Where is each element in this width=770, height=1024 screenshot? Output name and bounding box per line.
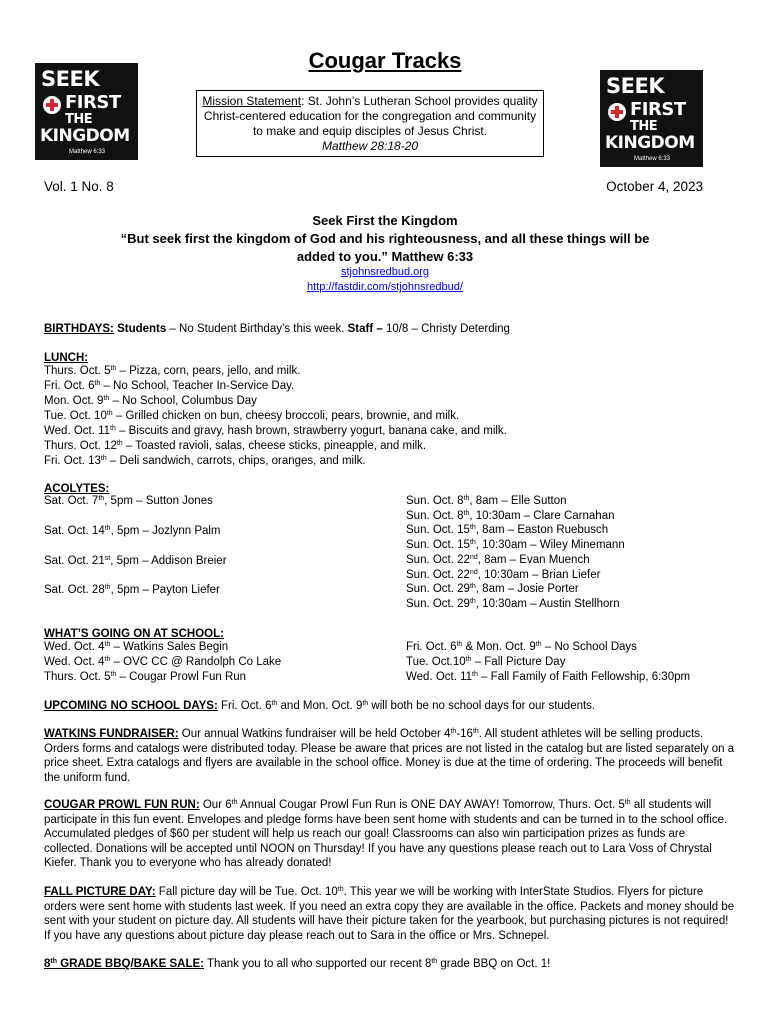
acolyte-name: , 5pm – Jozlynn Palm bbox=[110, 525, 221, 537]
lunch-item bbox=[44, 439, 507, 454]
ordinal: th bbox=[472, 728, 479, 735]
watkins-heading: WATKINS FUNDRAISER: bbox=[44, 728, 179, 740]
acolyte-date: Sat. Oct. 7 bbox=[44, 495, 99, 507]
event-item bbox=[406, 640, 690, 655]
ordinal: th bbox=[469, 583, 476, 591]
acolyte-sunday bbox=[406, 509, 625, 524]
acolyte-saturday bbox=[44, 524, 221, 539]
links-block bbox=[0, 265, 770, 295]
acolyte-date: Sun. Oct. 29 bbox=[406, 597, 470, 610]
section-text: Annual Cougar Prowl Fun Run is ONE DAY AWAY! Tomorrow, Thurs. Oct. 5 bbox=[237, 799, 625, 811]
ordinal: th bbox=[463, 509, 470, 517]
lunch-menu: – Grilled chicken on bun, cheesy broccoli, pears, brownie, and milk. bbox=[112, 410, 460, 422]
ordinal: th bbox=[110, 365, 117, 372]
lunch-item bbox=[44, 379, 507, 394]
mission-statement-box bbox=[196, 90, 544, 157]
mission-label: Mission Statement bbox=[202, 94, 302, 108]
acolyte-date: Sat. Oct. 21 bbox=[44, 555, 105, 567]
acolyte-name: , 10:30am – Clare Carnahan bbox=[469, 509, 615, 522]
ordinal: th bbox=[465, 656, 472, 663]
acolyte-sunday bbox=[406, 538, 625, 553]
ordinal: th bbox=[116, 440, 123, 447]
theme-title: Seek First the Kingdom bbox=[312, 213, 458, 228]
staff-text: 10/8 – Christy Deterding bbox=[382, 323, 510, 335]
ordinal: th bbox=[535, 641, 542, 648]
acolyte-date: Sun. Oct. 15 bbox=[406, 539, 470, 552]
event-item bbox=[406, 670, 690, 685]
acolyte-name: , 8am – Easton Ruebusch bbox=[475, 524, 609, 537]
school-website-link[interactable]: stjohnsredbud.org bbox=[340, 266, 430, 278]
acolyte-saturday bbox=[44, 494, 213, 509]
acolyte-name: , 5pm – Sutton Jones bbox=[104, 495, 213, 507]
ordinal: th bbox=[431, 958, 438, 965]
event-text: – Fall Picture Day bbox=[471, 656, 566, 668]
ordinal: th bbox=[624, 799, 631, 806]
event-date: Fri. Oct. 6 bbox=[406, 641, 457, 653]
acolyte-name: , 8am – Josie Porter bbox=[475, 583, 579, 596]
lunch-day: Thurs. Oct. 12 bbox=[44, 440, 117, 452]
logo-word-the: THE bbox=[630, 119, 658, 134]
birthdays-line bbox=[44, 322, 510, 337]
lunch-item bbox=[44, 394, 507, 409]
lunch-day: Wed. Oct. 11 bbox=[44, 425, 111, 437]
ordinal: th bbox=[337, 886, 344, 893]
newsletter-title: Cougar Tracks bbox=[308, 48, 462, 73]
ordinal: th bbox=[362, 700, 369, 707]
acolyte-name: , 8am – Evan Muench bbox=[477, 553, 590, 566]
acolytes-heading-text: ACOLYTES: bbox=[44, 483, 110, 495]
section-text: Our annual Watkins fundraiser will be held October 4 bbox=[178, 728, 451, 740]
acolyte-saturday bbox=[44, 554, 227, 569]
lunch-item bbox=[44, 409, 507, 424]
lunch-menu: – No School, Teacher In-Service Day. bbox=[100, 380, 295, 392]
acolyte-date: Sun. Oct. 8 bbox=[406, 509, 464, 522]
event-text: – Cougar Prowl Fun Run bbox=[116, 671, 247, 683]
ordinal: th bbox=[463, 495, 470, 502]
lunch-day: Tue. Oct. 10 bbox=[44, 410, 107, 422]
logo-word-the: THE bbox=[65, 112, 93, 127]
lunch-day: Thurs. Oct. 5 bbox=[44, 365, 111, 377]
ordinal: th bbox=[450, 728, 457, 735]
seek-first-kingdom-logo-right bbox=[600, 70, 703, 167]
acolyte-date: Sun. Oct. 8 bbox=[406, 495, 464, 507]
lunch-menu: – Deli sandwich, carrots, chips, oranges, and milk. bbox=[106, 455, 366, 467]
acolyte-date: Sun. Oct. 15 bbox=[406, 524, 470, 537]
students-text: – No Student Birthday’s this week. bbox=[166, 323, 348, 335]
bbq-heading bbox=[44, 958, 204, 970]
mission-scripture-ref: Matthew 28:18-20 bbox=[321, 139, 419, 153]
event-item bbox=[406, 655, 690, 670]
school-events-right bbox=[406, 640, 690, 685]
lunch-item bbox=[44, 454, 507, 469]
acolyte-sunday bbox=[406, 553, 625, 568]
theme-block bbox=[0, 212, 770, 266]
acolyte-date: Sun. Oct. 29 bbox=[406, 583, 470, 596]
section-text: . All student athletes will be selling products. Orders forms and catalogs were distributed today. Please be aware that prices are not listed in the catalog but are listed separately on a price sheet. Extra catalogs and flyers are available in the school office. Money is due at the time of ordering. The proceeds will benefit the uniform fund. bbox=[44, 728, 735, 784]
acolyte-sunday bbox=[406, 597, 625, 612]
ordinal: th bbox=[98, 495, 105, 502]
ordinal: th bbox=[104, 584, 111, 591]
section-text: Fri. Oct. 6 bbox=[217, 700, 272, 712]
ordinal: th bbox=[94, 380, 101, 387]
event-text: & Mon. Oct. 9 bbox=[462, 641, 536, 653]
issue-date: October 4, 2023 bbox=[606, 179, 703, 194]
no-school-heading: UPCOMING NO SCHOOL DAYS: bbox=[44, 700, 218, 712]
acolyte-name: , 5pm – Payton Liefer bbox=[110, 584, 220, 596]
lunch-day: Fri. Oct. 13 bbox=[44, 455, 101, 467]
bbq-heading-text: GRADE BBQ/BAKE SALE: bbox=[57, 958, 204, 970]
school-events-left bbox=[44, 640, 281, 685]
lunch-day: Fri. Oct. 6 bbox=[44, 380, 95, 392]
event-text: – OVC CC @ Randolph Co Lake bbox=[110, 656, 282, 668]
logo-word-seek: SEEK bbox=[606, 74, 665, 98]
acolyte-sunday bbox=[406, 494, 625, 509]
logo-word-kingdom: KINGDOM bbox=[605, 133, 695, 153]
event-text: – No School Days bbox=[541, 641, 637, 653]
ordinal: th bbox=[50, 958, 58, 965]
theme-verse-line2: added to you.” Matthew 6:33 bbox=[296, 249, 474, 264]
ordinal: th bbox=[110, 425, 116, 432]
acolyte-name: , 10:30am – Brian Liefer bbox=[477, 568, 601, 581]
event-item bbox=[44, 640, 281, 655]
cross-icon bbox=[43, 96, 61, 114]
acolyte-date: Sat. Oct. 28 bbox=[44, 584, 105, 596]
students-label: Students bbox=[117, 323, 167, 335]
ordinal: th bbox=[456, 641, 463, 648]
ordinal: th bbox=[231, 799, 238, 806]
birthdays-heading: BIRTHDAYS: bbox=[44, 323, 114, 335]
section-text: will both be no school days for our students. bbox=[368, 700, 596, 712]
ordinal: th bbox=[271, 700, 278, 707]
acolyte-sunday bbox=[406, 523, 625, 538]
seek-first-kingdom-logo-left bbox=[35, 63, 138, 160]
event-text: – Fall Family of Faith Fellowship, 6:30pm bbox=[477, 671, 691, 683]
section-text: Our 6 bbox=[199, 799, 232, 811]
event-date: Thurs. Oct. 5 bbox=[44, 671, 111, 683]
event-item bbox=[44, 670, 281, 685]
lunch-item bbox=[44, 364, 507, 379]
acolyte-sunday bbox=[406, 582, 625, 597]
ordinal: th bbox=[104, 656, 111, 663]
ordinal: nd bbox=[469, 568, 478, 576]
logo-scripture-ref: Matthew 6:33 bbox=[69, 149, 106, 155]
ordinal: th bbox=[106, 410, 113, 417]
section-text: grade BBQ on Oct. 1! bbox=[437, 958, 551, 970]
section-text: Fall picture day will be Tue. Oct. 10 bbox=[155, 886, 338, 898]
section-text: and Mon. Oct. 9 bbox=[277, 700, 363, 712]
ordinal: th bbox=[104, 641, 111, 648]
event-item bbox=[44, 655, 281, 670]
logo-word-seek: SEEK bbox=[41, 67, 100, 91]
acolyte-date: Sun. Oct. 22 bbox=[406, 553, 470, 566]
section-text: all students will participate in this fun event. Envelopes and pledge forms have been sent home with students and can be turned in to the school office. Accumulated pledges of $60 per student will help us reach our goal! Classrooms can also win participation prizes as funds are collected. Donations will be accepted until NOON on Thursday! If you have any questions please reach out to Lara Voss of Chrystal Kiefer. Thank you to everyone who has already donated! bbox=[44, 799, 728, 870]
acolyte-date: Sat. Oct. 14 bbox=[44, 525, 105, 537]
picture-day-section bbox=[44, 885, 736, 943]
bbq-bake-sale-section bbox=[44, 957, 550, 972]
acolyte-name: , 5pm – Addison Breier bbox=[110, 555, 227, 567]
event-date: Wed. Oct. 4 bbox=[44, 656, 105, 668]
event-date: Tue. Oct.10 bbox=[406, 656, 466, 668]
acolyte-date: Sun. Oct. 22 bbox=[406, 568, 470, 581]
event-date: Wed. Oct. 4 bbox=[44, 641, 105, 653]
staff-label: Staff – bbox=[347, 323, 383, 335]
logo-word-first: FIRST bbox=[630, 99, 686, 120]
logo-word-first: FIRST bbox=[65, 92, 121, 113]
acolyte-name: , 10:30am – Austin Stellhorn bbox=[475, 597, 620, 610]
cross-icon bbox=[608, 103, 626, 121]
ordinal: th bbox=[103, 395, 110, 402]
fun-run-section bbox=[44, 798, 736, 871]
no-school-days-section bbox=[44, 699, 595, 714]
ordinal: th bbox=[110, 671, 117, 678]
lunch-list bbox=[44, 364, 507, 469]
section-text: Thank you to all who supported our recent 8 bbox=[203, 958, 432, 970]
ordinal: th bbox=[100, 455, 107, 462]
ordinal: st bbox=[104, 555, 111, 562]
lunch-menu: – No School, Columbus Day bbox=[109, 395, 257, 407]
section-text: -16 bbox=[456, 728, 473, 740]
logo-word-kingdom: KINGDOM bbox=[40, 126, 130, 146]
logo-scripture-ref: Matthew 6:33 bbox=[634, 156, 671, 162]
ordinal: th bbox=[104, 525, 111, 532]
mission-text: : St. John’s Lutheran School provides quality Christ-centered education for the congregation and community to make and equip disciples of Jesus Christ. bbox=[203, 94, 538, 138]
fun-run-heading: COUGAR PROWL FUN RUN: bbox=[44, 799, 200, 811]
event-text: – Watkins Sales Begin bbox=[110, 641, 229, 653]
lunch-menu: – Toasted ravioli, salas, cheese sticks, pineapple, and milk. bbox=[122, 440, 427, 452]
section-text: . This year we will be working with InterState Studios. Flyers for picture orders were sent home with students last week. If you need an extra copy they are available in the office. Packets and money should be sent with your student on picture day. All students will have their picture taken for the yearbook, but purchasing pictures is not required! If you have any questions about picture day please reach out to Sara in the office or Mrs. Schnepel. bbox=[44, 886, 735, 942]
acolyte-name: , 8am – Elle Sutton bbox=[469, 495, 567, 507]
fastdir-link[interactable]: http://fastdir.com/stjohnsredbud/ bbox=[307, 281, 463, 293]
theme-verse-line1: “But seek first the kingdom of God and his righteousness, and all these things will be bbox=[120, 231, 650, 246]
lunch-item bbox=[44, 424, 507, 439]
ordinal: th bbox=[472, 671, 478, 678]
ordinal: th bbox=[469, 539, 476, 547]
lunch-menu: – Pizza, corn, pears, jello, and milk. bbox=[116, 365, 301, 377]
lunch-heading-text: LUNCH: bbox=[44, 352, 89, 364]
ordinal: nd bbox=[469, 553, 478, 561]
ordinal: th bbox=[469, 524, 476, 532]
school-events-heading-text: WHAT’S GOING ON AT SCHOOL: bbox=[44, 628, 224, 640]
lunch-menu: – Biscuits and gravy, hash brown, strawberry yogurt, banana cake, and milk. bbox=[115, 425, 507, 437]
watkins-fundraiser-section bbox=[44, 727, 736, 785]
lunch-day: Mon. Oct. 9 bbox=[44, 395, 104, 407]
ordinal: th bbox=[469, 597, 476, 605]
volume-number: Vol. 1 No. 8 bbox=[44, 179, 114, 194]
acolyte-sunday-list bbox=[406, 494, 625, 612]
acolyte-sunday bbox=[406, 568, 625, 583]
event-date: Wed. Oct. 11 bbox=[406, 671, 473, 683]
picture-day-heading: FALL PICTURE DAY: bbox=[44, 886, 156, 898]
grade-number: 8 bbox=[44, 958, 51, 970]
acolyte-saturday bbox=[44, 583, 220, 598]
acolyte-name: , 10:30am – Wiley Minemann bbox=[475, 539, 625, 552]
